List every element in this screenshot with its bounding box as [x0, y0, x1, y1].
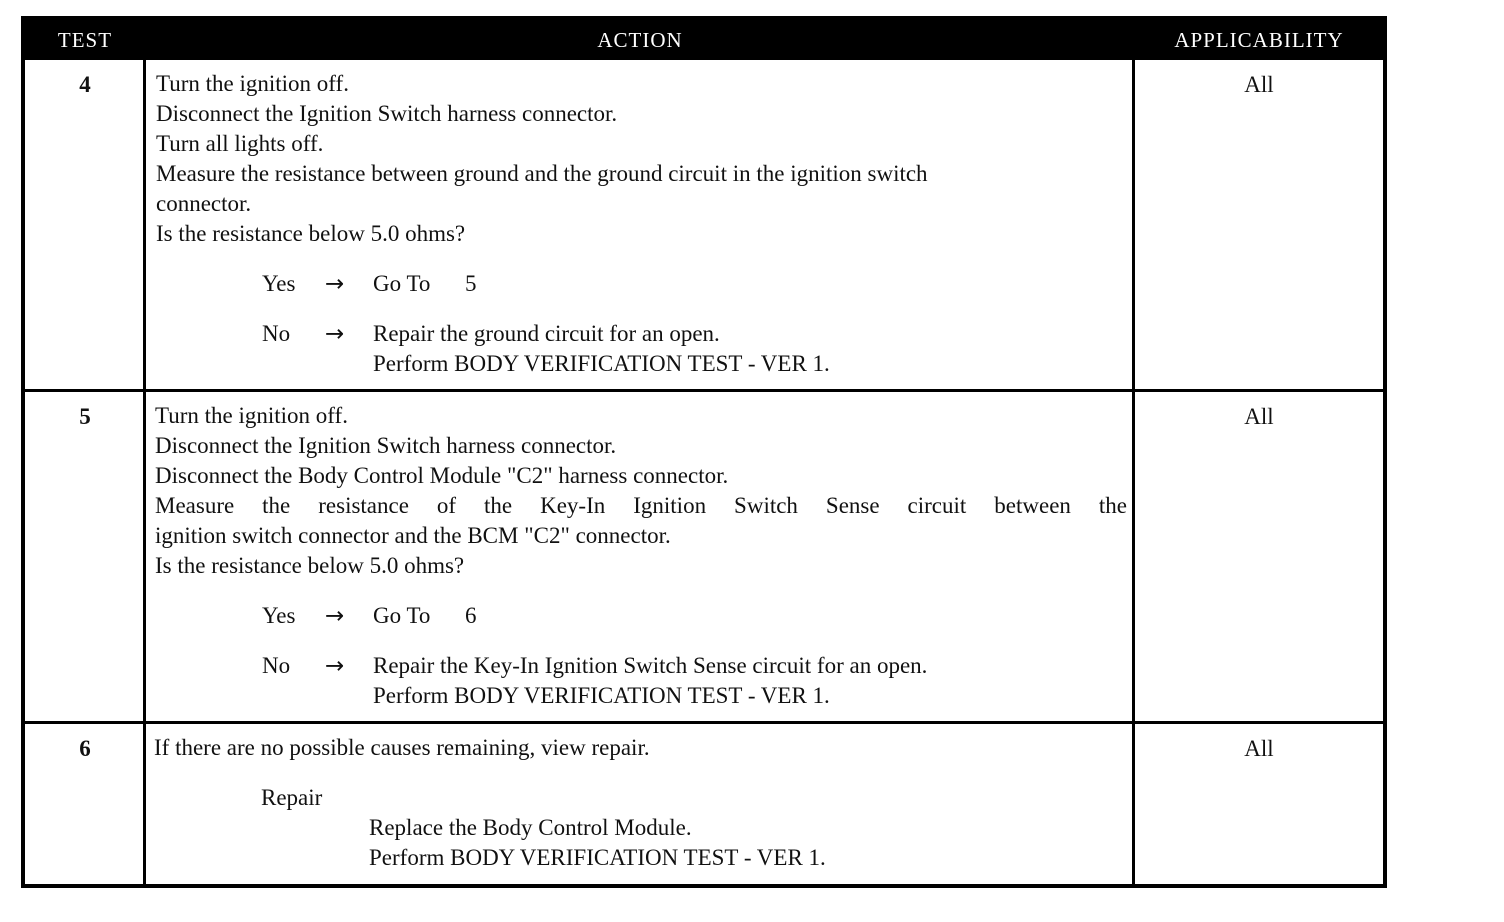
action-line: Is the resistance below 5.0 ohms? — [156, 221, 466, 246]
action-line: Is the resistance below 5.0 ohms? — [155, 553, 465, 578]
header-applicability: APPLICABILITY — [1174, 28, 1344, 52]
no-action: Repair the ground circuit for an open. — [373, 321, 720, 346]
yes-target: 5 — [465, 271, 477, 296]
column-divider — [1132, 60, 1135, 888]
action-line: Disconnect the Ignition Switch harness connector. — [155, 433, 617, 458]
yes-action: Go To — [373, 271, 431, 296]
applicability-value: All — [1244, 72, 1274, 97]
action-line: Disconnect the Ignition Switch harness connector. — [156, 101, 618, 126]
table-header — [25, 20, 1383, 60]
column-divider — [143, 60, 146, 888]
arrow-icon: → — [325, 603, 345, 629]
action-line: Measure the resistance of the Key-In Ignition Switch Sense circuit between the — [155, 493, 1127, 518]
no-action: Perform BODY VERIFICATION TEST - VER 1. — [373, 351, 830, 376]
arrow-icon: → — [325, 271, 345, 297]
action-line: Turn the ignition off. — [156, 71, 349, 96]
repair-label: Repair — [261, 785, 323, 810]
action-line: If there are no possible causes remaining, view repair. — [154, 735, 650, 760]
no-action: Perform BODY VERIFICATION TEST - VER 1. — [373, 683, 830, 708]
header-test: TEST — [57, 28, 113, 52]
repair-action: Perform BODY VERIFICATION TEST - VER 1. — [369, 845, 826, 870]
repair-action: Replace the Body Control Module. — [369, 815, 692, 840]
yes-action: Go To — [373, 603, 431, 628]
action-line: connector. — [156, 191, 252, 216]
row-divider — [25, 721, 1383, 724]
action-line-justified — [155, 491, 1127, 521]
no-action: Repair the Key-In Ignition Switch Sense circuit for an open. — [373, 653, 928, 678]
row-divider — [25, 389, 1383, 392]
yes-label: Yes — [262, 603, 296, 628]
action-line: Turn the ignition off. — [155, 403, 348, 428]
action-line: Disconnect the Body Control Module "C2" harness connector. — [155, 463, 729, 488]
yes-label: Yes — [262, 271, 296, 296]
arrow-icon: → — [325, 321, 345, 347]
diagnostic-table — [21, 16, 1387, 888]
no-label: No — [262, 653, 291, 678]
header-action: ACTION — [597, 28, 683, 52]
action-line: Turn all lights off. — [156, 131, 324, 156]
test-number: 4 — [79, 72, 91, 97]
test-number: 5 — [79, 404, 91, 429]
action-line: Measure the resistance between ground and the ground circuit in the ignition switch — [156, 161, 928, 186]
applicability-value: All — [1244, 404, 1274, 429]
applicability-value: All — [1244, 736, 1274, 761]
action-line: ignition switch connector and the BCM "C2" connector. — [155, 523, 671, 548]
test-number: 6 — [79, 736, 91, 761]
arrow-icon: → — [325, 653, 345, 679]
no-label: No — [262, 321, 291, 346]
yes-target: 6 — [465, 603, 477, 628]
